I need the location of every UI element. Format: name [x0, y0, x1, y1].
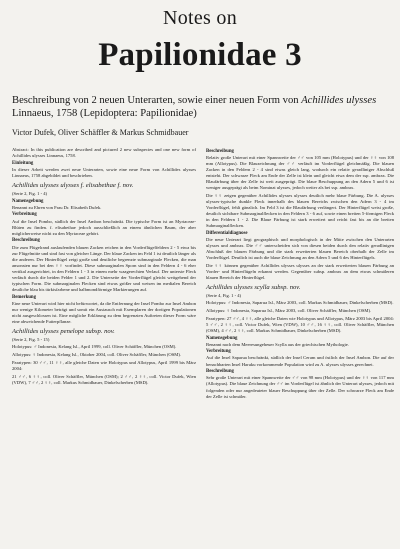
- paragraph: Auf die Insel Pombo, südlich der Insel Ambon beschränkt. Die typische Form ist an Myrtaceae-Blüten zu finden. f. elisabethae jedoch ausschließlich an einem ähnlichen Baum, der aber möglicherweise nicht zu den Myrtaceae gehört.: [12, 218, 196, 236]
- section-heading: Beschreibung: [206, 148, 234, 154]
- section-heading: Namensgebung: [12, 198, 44, 204]
- figure-reference: (Serie 2, Fig. 1 - 4): [12, 191, 48, 197]
- paragraph: Allotypus: ♀ Indonesia, Kelang Isl., Oktober 2004, coll. Oliver Schäffler, München (OSM).: [12, 352, 182, 358]
- section-heading: Beschreibung: [206, 369, 234, 375]
- figure-reference: (Serie 2, Fig. 5 - 15): [12, 337, 50, 343]
- paragraph: Benannt zu Ehren von Frau Dr. Elisabeth Dufek.: [12, 204, 102, 210]
- paragraph: Die ♀♀ können gegenüber Achillides ulysses ulysses an der stark erweiterten blauen Färbung an Vorder- und Hinterflügeln erkannt werden. Gegenüber subsp. ambrax an dem etwas schmäleren blauen Bereich der Hinterflügel.: [206, 262, 394, 281]
- paragraph: In dieser Arbeit werden zwei neue Unterarten, sowie eine neue Form von Achillides ulysses Linnaeus, 1758 abgebildet und beschrieben.: [12, 166, 196, 178]
- paragraph: Abstract: In this publication are described and pictured 2 new subspecies and one new form of Achillides ulysses Linnaeus, 1758.: [12, 147, 196, 159]
- section-heading: Beschreibung: [12, 238, 40, 244]
- paragraph: Auf die Insel Saparua beschränkt, südlich der Insel Ceram und östlich der Insel Ambon. Die auf der benachbarten Insel Haruku vorkommende Population wird zu A. ulysses ulysses gerechnet.: [206, 355, 394, 367]
- title-papilionidae: Papilionidae 3: [98, 37, 302, 73]
- taxon-heading: Achillides ulysses ulysses f. elisabethae f. nov.: [12, 182, 134, 190]
- paragraph: Holotypus: ♂ Indonesia, Kelang Isl., April 1999, coll. Oliver Schäffler, München (OSM).: [12, 344, 177, 350]
- taxon-heading: Achillides ulysses penelope subsp. nov.: [12, 328, 115, 336]
- right-column: [206, 147, 394, 401]
- title-line-notes-on: Notes on: [162, 7, 238, 29]
- section-heading: Verbreitung: [12, 212, 37, 218]
- subtitle-text-1: Beschreibung von 2 neuen Unterarten, sowie einer neuen Form von: [12, 95, 302, 106]
- section-heading: Differentialdiagnose: [206, 230, 248, 236]
- taxon-heading: Achillides ulysses scylla subsp. nov.: [206, 284, 301, 292]
- section-heading: Bemerkung: [12, 294, 36, 300]
- paragraph: Die zum Flügelrand auslaufenden blauen Zacken reichen in den Vorderflügelfeldern 2 - 5 etwa bis zur Flügelmitte und sind fast von gleicher Länge. Der blaue Zacken im Feld 1 ist deutlich länger als die anderen. Der Hinterflügel zeigt große und deutliche begrenzte submarginale Flecken, die man ansonsten nur bei den ♀♀ vorfindet. Diese submarginalen Sporn sind in den Feldern 4 - 6 eher vertikal ausgerichtet, in den Feldern 1 - 3 in einem mehr waagerechten Verlauf. Der unterste Fleck verläuft durch die beiden Felder 1 und 2. Die Unterseite der Vorderflügel gleicht weitgehend der typischen Form. Die submarginalen Flecken sind etwas größer und weisen im medialen Bereich deutliche blau bis türkisfarbene und halbmondförmige Markierungen auf.: [12, 244, 196, 293]
- paragraph: Relativ große Unterart mit einer Spannweite der ♂♂ von 105 mm (Holotypus) und der ♀♀ von 108 mm (Allotypus). Die Blauzeichnung der ♂♂ verläuft im Vorderflügel gleichmäßig. Die blauen Zacken in den Feldern 2 - 4 sind etwas gleich lang, wodurch ein relativ geradliniger Abschluß entsteht. Der schwarze Fleck am Ende der Zelle ist klein und gleicht etwa dem der ssp. ambrax. Die Blaufärbung über der Zelle ist weit ausgeprägt. Die blaue Beschuppung an den Adern 5 und 6 ist weniger ausgeprägt als beim Nominat ulysses, jedoch weiter als bei ssp. ambrax.: [206, 154, 394, 191]
- paragraph: Benannt nach dem Meeresungeheuer Scylla aus der griechischen Mythologie.: [206, 341, 349, 347]
- left-column: [12, 147, 196, 387]
- section-heading: Verbreitung: [206, 349, 231, 355]
- paragraph: Eine neue Unterart wird hier nicht befürwortet, da die Entfernung der Insel Pombo zur Insel Ambon nur wenige Kilometer beträgt und somit ein Austausch mit Exemplaren der dortigen Populationen nicht ausgeschlossen ist. Eine mögliche Erklärung zu dem begrenzten Auftreten dieser Form wäre eine abweichende Futterpflanze.: [12, 300, 196, 325]
- paragraph: Sehr große Unterart mit einer Spannweite der ♂♂ von 98 mm (Holotypus) und der ♀♀ von 117 mm (Allotypus). Die blaue Zeichnung der ♂♂ im Vorderflügel ist ähnlich der Unterart ulysses, jedoch mit folgenden oder nur angedeuteter blauer Beschuppung über der Zelle. Der schwarze Fleck am Ende der Zelle ist schmäler.: [206, 375, 394, 399]
- subtitle-species: Achillides ulysses: [301, 95, 377, 106]
- paragraph: Holotypus: ♂ Indonesia, Saparua Isl., März 2003, coll. Markus Schmidbauer, Dinkelscherben (MSD).: [206, 300, 394, 306]
- paragraph: 21 ♂♂, 6 ♀♀, coll. Oliver Schäffler, München (OSM); 2 ♂♂, 2 ♀♀, coll. Victor Dufek, Wien (VDW), 7 ♂♂, 2 ♀♀, coll. Markus Schmidbauer, Dinkelscherben (MSD).: [12, 373, 196, 385]
- article-subtitle: [12, 94, 388, 120]
- subtitle-text-2: Linnaeus, 1758 (Lepidoptera: Papilionidae): [12, 108, 197, 119]
- paragraph: Die ♀♀ zeigen gegenüber Achillides ulysses ulysses deutlich mehr blaue Färbung. Die A. ulysses ulysses-typische dunkle Fleck innerhalb des blauen Bereichs zwischen den Adern 3 - 4 im Vorderflügel, fehlt gänzlich. Im Feld 3 ist die Blaufärbung verlängert. Der Hinterflügel weist große, deutlich sichtbare Submarginalflecken in den Feldern 3 - 6 auf, sowie einen breiten 5-förmigen Fleck in den Feldern 1 - 2. Die Blaue Färbung ist stark erweitert und reicht fast bis an die breiten Submarginalflecken.: [206, 192, 394, 229]
- authors: Victor Dufek, Oliver Schäffler & Markus Schmidbauer: [12, 128, 189, 137]
- figure-reference: (Serie 4, Fig. 1 - 4): [206, 293, 242, 299]
- paragraph: Paratypen: 30 ♂♂, 11 ♀♀, alle gleiche Daten wie Holotypus und Allotypus, April 1999 bis März 2004:: [12, 359, 196, 371]
- section-heading: Einleitung: [12, 160, 34, 166]
- paragraph: Paratypen: 27 ♂♂, 4 ♀♀, alle gleiche Daten wie Holotypus und Allotypus, März 2003 bis April 2004: 5 ♂♂, 2 ♀♀, coll. Victor Dufek, Wien (VDW), 10 ♂♂, 16 ♀♀, coll. Oliver Schäffler, München (OSM), 4 ♂♂, 2 ♀♀, coll. Markus Schmidbauer, Dinkelscherben (MSD).: [206, 315, 394, 333]
- paragraph: Allotypus: ♀ Indonesia, Saparua Isl., März 2003, coll. Oliver Schäffler, München (OSM).: [206, 308, 372, 314]
- section-heading: Namensgebung: [206, 335, 238, 341]
- paragraph: Die neue Unterart liegt geographisch und morphologisch in der Mitte zwischen den Unterarten ulysses und ambrax. Die ♂♂ unterscheiden sich von diesen beiden durch den relativ geradlinigen Abschluß der blauen Färbung und die stark erweiterten blauen Bereich oberhalb der Zelle im Vorderflügel. Deutlich ist auch die blaue Zeichnung an den Adern 5 und 6 des Hinterflügels.: [206, 237, 394, 261]
